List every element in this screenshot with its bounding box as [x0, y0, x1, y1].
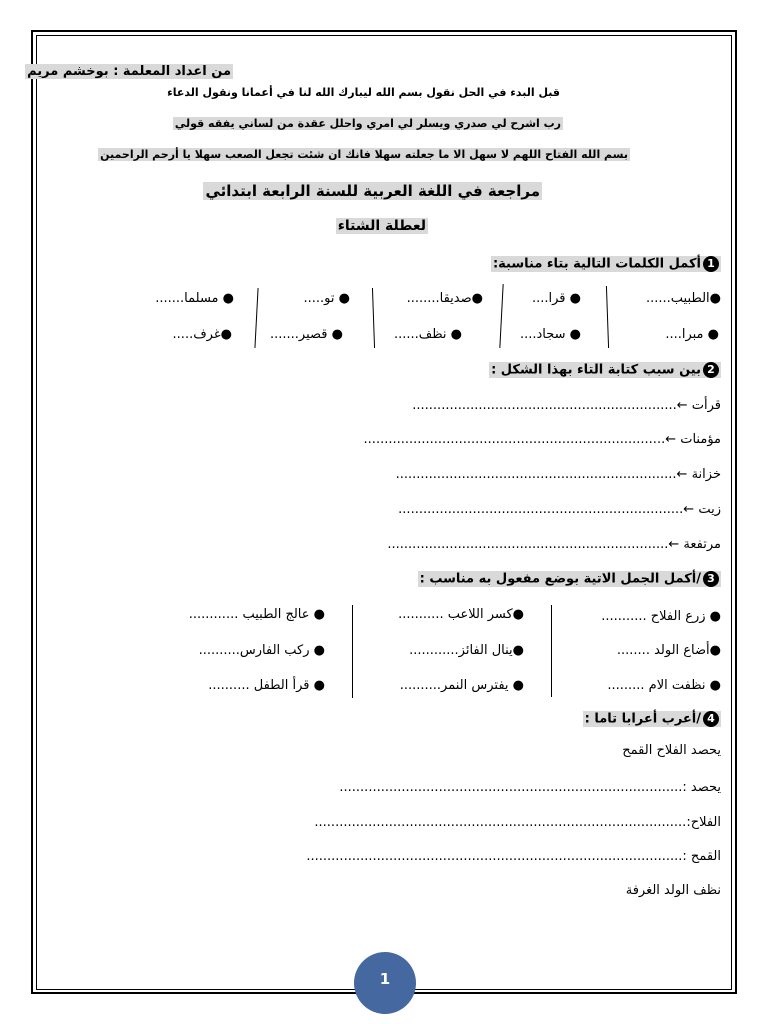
q2-item-3: خزانة ←.................................................................... [395, 467, 721, 482]
q1-row1-item5: ● مسلما....... [155, 291, 234, 306]
q2-item-4: زيت ←..................................................................... [398, 502, 721, 517]
q1-row2-item1: ● مبرا.... [665, 327, 719, 342]
q1-row1-item3: ●صديقا........ [406, 291, 483, 306]
document-subtitle: لعطلة الشتاء [337, 218, 426, 234]
author-line: من اعداد المعلمة : بوخشم مريم [27, 64, 231, 79]
q3-col1-item2: ●أضاع الولد ........ [616, 643, 721, 658]
q1-row1-item4: ● تو..... [303, 291, 350, 306]
q1-number-badge: 1 [703, 256, 719, 272]
q2-title: 2بين سبب كتابة التاء بهذا الشكل : [489, 362, 721, 378]
q3-col3-item2: ● ركب الفارس.......... [198, 643, 325, 658]
q1-row2-item3: ● نظف...... [393, 327, 462, 342]
q4-line-3: القمح :........................................................................................... [306, 849, 721, 864]
page-number-badge: 1 [354, 952, 416, 1014]
q1-row2-item4: ● قصير....... [270, 327, 343, 342]
q2-item-2: مؤمنات ←......................................................................... [363, 432, 721, 447]
q2-item-1: قرأت ←................................................................ [412, 398, 721, 413]
q3-divider-1 [352, 605, 353, 698]
q3-number-badge: 3 [703, 571, 719, 587]
q3-col2-item2: ●ينال الفائز............ [409, 643, 524, 658]
q3-col3-item3: ● قرأ الطفل .......... [208, 678, 325, 693]
q1-row2-item5: ●غرف..... [172, 327, 232, 342]
q4-number-badge: 4 [703, 711, 719, 727]
q1-row2-item2: ● سجاد.... [519, 327, 581, 342]
dua-line-1: رب اشرح لي صدري ويسلر لي امري واحلل عقدة من لساني يفقه قولي [174, 117, 561, 130]
q4-sentence-2: نظف الولد الغرفة [625, 883, 721, 898]
q3-col1-item3: ● نظفت الام ......... [607, 678, 721, 693]
q3-divider-2 [551, 605, 552, 697]
q4-title: 4/أعرب أعرابا تاما : [583, 711, 721, 727]
q3-col2-item3: ● يفترس النمر.......... [399, 678, 524, 693]
q1-title: 1أكمل الكلمات التالية بتاء مناسبة: [491, 256, 721, 272]
q2-number-badge: 2 [703, 362, 719, 378]
q4-line-2: الفلاح:.......................................................................................... [314, 815, 721, 830]
q1-row1-item2: ● قرا.... [531, 291, 581, 306]
q2-item-5: مرتفعة ←.................................................................... [387, 537, 721, 552]
q1-row1-item1: ●الطبيب...... [646, 291, 721, 306]
q3-title: 3/أكمل الجمل الاتية بوضع مفعول به مناسب : [418, 571, 721, 587]
q4-sentence-1: يحصد الفلاح القمح [622, 743, 721, 758]
q4-line-1: يحصد :................................................................................... [339, 780, 721, 795]
q3-col3-item1: ● عالج الطبيب ............ [188, 607, 325, 622]
q3-col2-item1: ●كسر اللاعب ........... [398, 607, 524, 622]
document-title: مراجعة في اللغة العربية للسنة الرابعة ابتدائي [205, 182, 540, 200]
q3-col1-item1: ● زرع الفلاح ........... [601, 609, 721, 624]
intro-text: قبل البدء في الحل نقول بسم الله ليبارك الله لنا في أعمانا ونقول الدعاء [167, 86, 560, 99]
dua-line-2: بسم الله الفتاح اللهم لا سهل الا ما جعلته سهلا فانك ان شئت تجعل الصعب سهلا يا أرحم الراحمين [100, 148, 628, 161]
